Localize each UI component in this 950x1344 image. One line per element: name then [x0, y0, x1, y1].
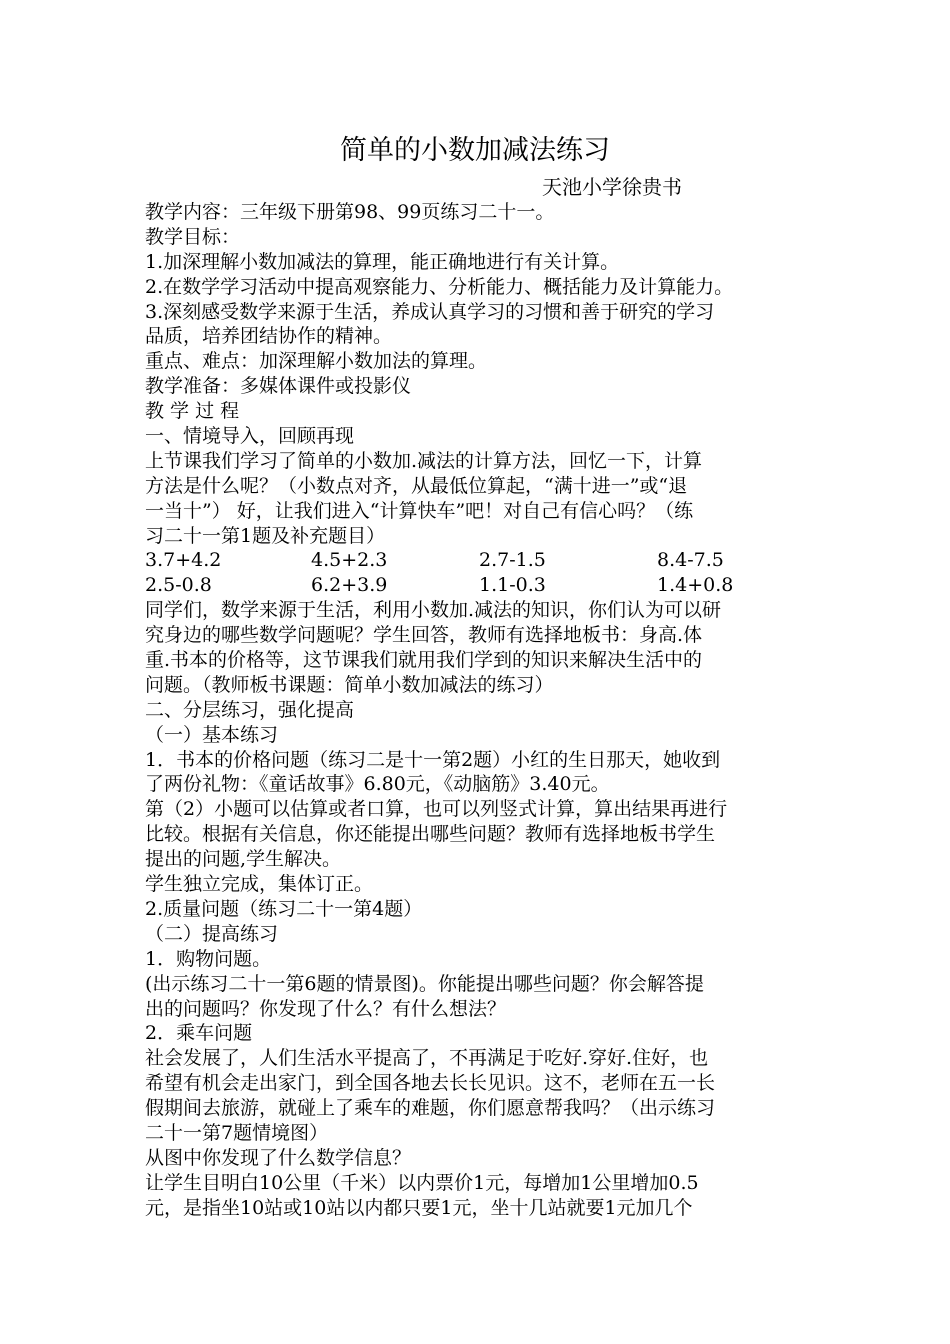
subsection-heading: （二）提高练习 [145, 922, 279, 945]
text-line: 一当十”） 好，让我们进入“计算快车”吧！对自己有信心吗？（练 [145, 499, 694, 522]
calc-exercise: 1.1-0.3 [479, 574, 546, 597]
calc-exercise: 6.2+3.9 [311, 574, 388, 597]
text-line: 1.加深理解小数加减法的算理，能正确地进行有关计算。 [145, 250, 620, 273]
text-line: 同学们，数学来源于生活，利用小数加.减法的知识，你们认为可以研 [145, 599, 722, 622]
text-line: 假期间去旅游，就碰上了乘车的难题，你们愿意帮我吗？（出示练习 [145, 1097, 716, 1120]
document-body [145, 200, 825, 1221]
text-line: 了两份礼物：《童话故事》6.80元，《动脑筋》3.40元。 [145, 773, 610, 796]
text-line: 1．书本的价格问题（练习二是十一第2题）小红的生日那天，她收到 [145, 748, 721, 771]
text-line: 学生独立完成，集体订正。 [145, 873, 374, 896]
calc-exercise: 4.5+2.3 [311, 549, 388, 572]
text-line: 元，是指坐10站或10站以内都只要1元，坐十几站就要1元加几个 [145, 1196, 693, 1219]
text-line: 出的问题吗？你发现了什么？有什么想法？ [145, 997, 507, 1020]
page-title: 简单的小数加减法练习 [340, 135, 610, 166]
section-heading: 一、情境导入，回顾再现 [145, 425, 355, 448]
text-line: 方法是什么呢？（小数点对齐，从最低位算起，“满十进一”或“退 [145, 474, 688, 497]
text-line: 希望有机会走出家门，到全国各地去长长见识。这不，老师在五一长 [145, 1072, 716, 1095]
section-heading: 二、分层练习，强化提高 [145, 698, 355, 721]
text-line: 从图中你发现了什么数学信息？ [145, 1146, 412, 1169]
text-line: 重.书本的价格等，这节课我们就用我们学到的知识来解决生活中的 [145, 649, 703, 672]
text-line: 3.深刻感受数学来源于生活，养成认真学习的习惯和善于研究的学习 [145, 300, 715, 323]
text-line: 教学内容：三年级下册第98、99页练习二十一。 [145, 201, 555, 223]
text-line: 教学目标： [145, 225, 241, 248]
text-line: (出示练习二十一第6题的情景图)。你能提出哪些问题？你会解答提 [145, 972, 704, 995]
text-line: 教学准备：多媒体课件或投影仪 [145, 375, 412, 398]
text-line: 2．乘车问题 [145, 1022, 253, 1045]
calc-exercise: 2.5-0.8 [145, 574, 212, 597]
subsection-heading: （一）基本练习 [145, 723, 279, 746]
text-line: 品质，培养团结协作的精神。 [145, 325, 393, 348]
section-heading: 教 学 过 程 [145, 400, 240, 423]
calc-exercise: 2.7-1.5 [479, 549, 546, 572]
text-line: 究身边的哪些数学问题呢？学生回答，教师有选择地板书：身高.体 [145, 624, 703, 647]
calc-exercise: 3.7+4.2 [145, 549, 222, 572]
calc-exercise: 1.4+0.8 [657, 574, 734, 597]
calc-exercise: 8.4-7.5 [657, 549, 724, 572]
text-line: 第（2）小题可以估算或者口算，也可以列竖式计算，算出结果再进行 [145, 798, 728, 821]
author-line: 天池小学徐贵书 [542, 175, 682, 199]
text-line: 习二十一第1题及补充题目） [145, 524, 386, 547]
text-line: 重点、难点：加深理解小数加法的算理。 [145, 350, 488, 373]
calc-exercise-row [145, 573, 825, 598]
text-line: 上节课我们学习了简单的小数加.减法的计算方法，回忆一下，计算 [145, 449, 703, 472]
text-line: 问题。（教师板书课题：简单小数加减法的练习） [145, 673, 554, 696]
text-line: 让学生目明白10公里（千米）以内票价1元，每增加1公里增加0.5 [145, 1171, 699, 1194]
text-line: 二十一第7题情境图） [145, 1121, 329, 1144]
text-line: 1．购物问题。 [145, 947, 272, 970]
calc-exercise-row [145, 548, 825, 573]
text-line: 提出的问题,学生解决。 [145, 848, 342, 871]
text-line: 2.质量问题（练习二十一第4题） [145, 897, 423, 920]
text-line: 社会发展了，人们生活水平提高了，不再满足于吃好.穿好.住好，也 [145, 1047, 709, 1070]
text-line: 2.在数学学习活动中提高观察能力、分析能力、概括能力及计算能力。 [145, 275, 734, 298]
text-line: 比较。根据有关信息，你还能提出哪些问题？教师有选择地板书学生 [145, 823, 716, 846]
